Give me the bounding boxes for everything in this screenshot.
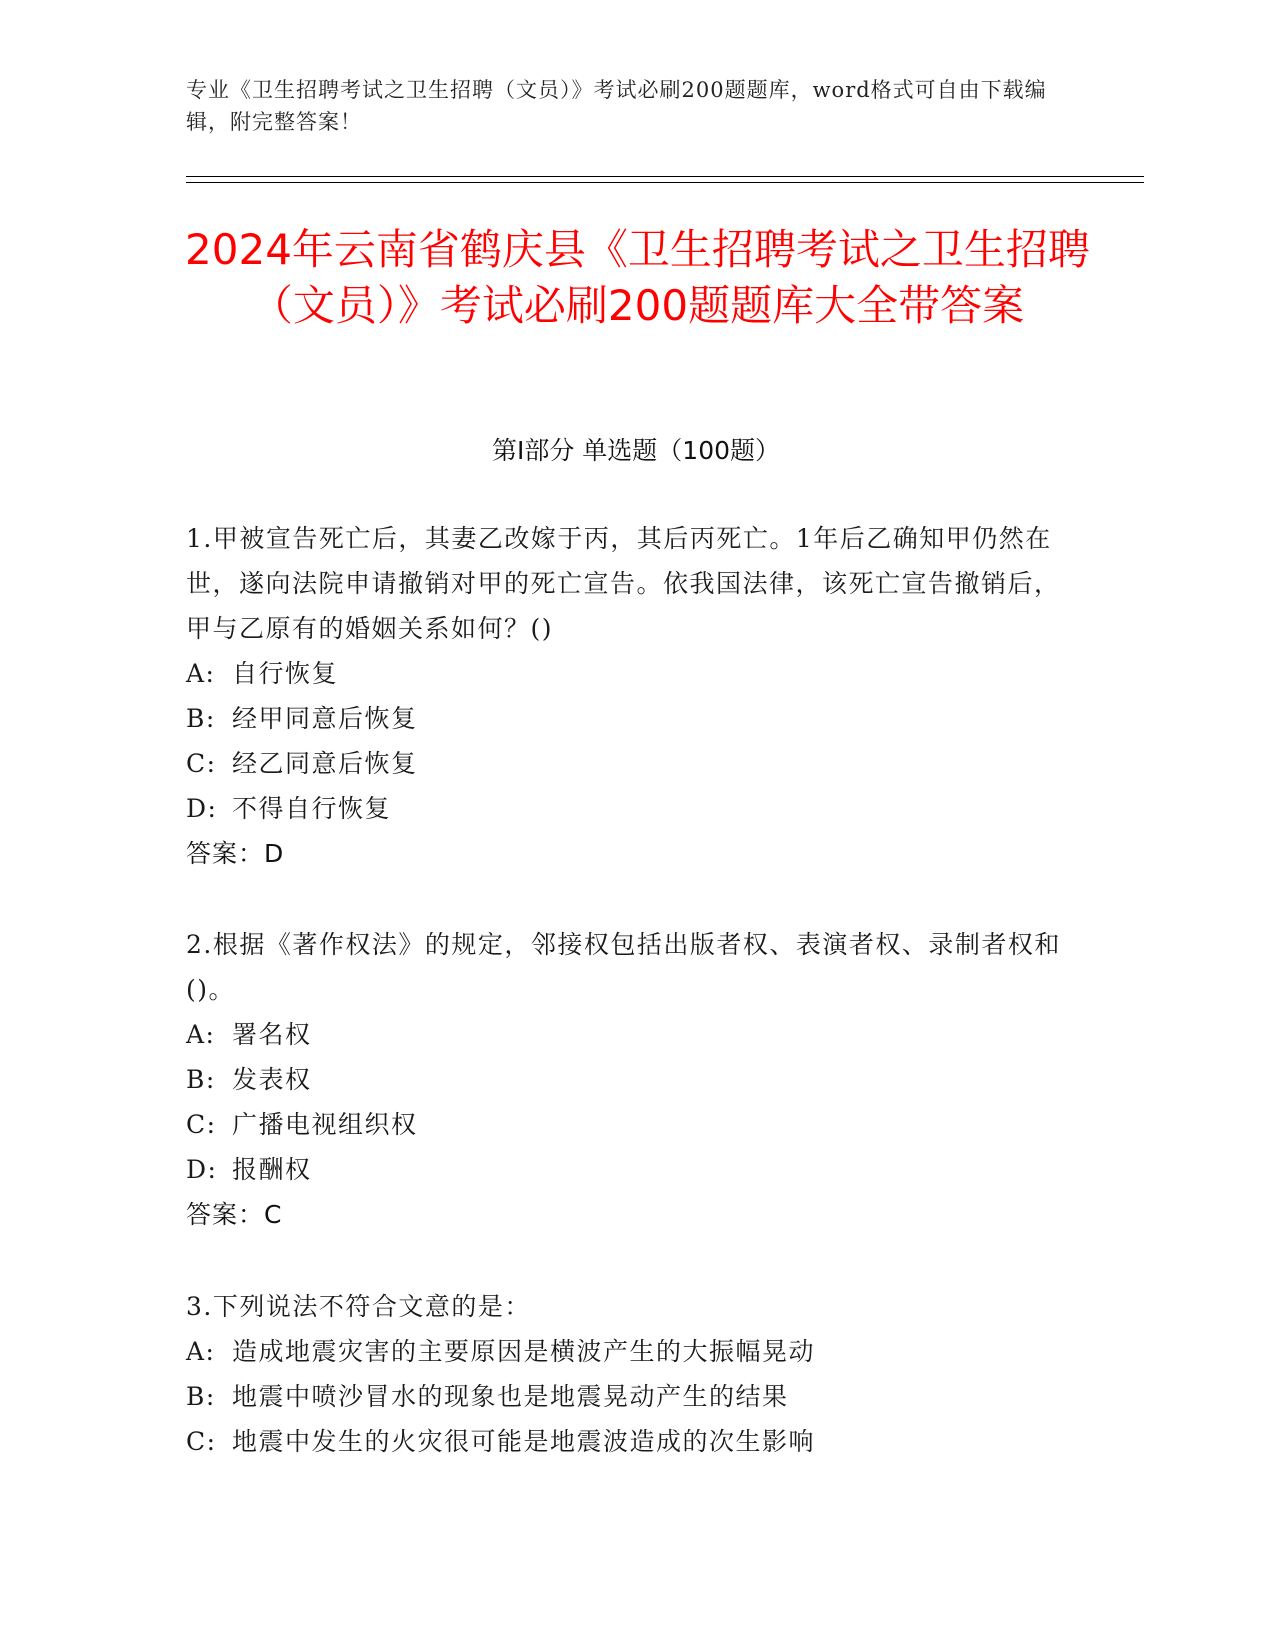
- option-letter: B:: [186, 1065, 216, 1094]
- option-letter: C:: [186, 1427, 217, 1456]
- option-text: 发表权: [232, 1065, 312, 1094]
- option-d: [186, 1147, 1066, 1192]
- option-a: [186, 1012, 1066, 1057]
- option-text: 造成地震灾害的主要原因是横波产生的大振幅晃动: [232, 1337, 816, 1366]
- option-text: 经甲同意后恢复: [232, 704, 418, 733]
- option-letter: C:: [186, 1110, 217, 1139]
- option-a: [186, 1329, 1066, 1374]
- option-b: [186, 1374, 1066, 1419]
- section-heading: 第I部分 单选题（100题）: [491, 436, 781, 465]
- question-stem: 1.甲被宣告死亡后，其妻乙改嫁于丙，其后丙死亡。1年后乙确知甲仍然在世，遂向法院申请撤销对甲的死亡宣告。依我国法律，该死亡宣告撤销后，甲与乙原有的婚姻关系如何？(): [186, 524, 1061, 643]
- option-text: 经乙同意后恢复: [232, 749, 418, 778]
- question-3: [186, 1284, 1066, 1464]
- option-text: 报酬权: [232, 1155, 312, 1184]
- option-letter: B:: [186, 1382, 216, 1411]
- option-letter: A:: [186, 659, 216, 688]
- option-letter: A:: [186, 1020, 216, 1049]
- question-2: [186, 922, 1066, 1237]
- option-letter: D:: [186, 794, 218, 823]
- option-c: [186, 1102, 1066, 1147]
- question-stem: 2.根据《著作权法》的规定，邻接权包括出版者权、表演者权、录制者权和()。: [186, 930, 1061, 1004]
- option-text: 署名权: [232, 1020, 312, 1049]
- answer-label: 答案：C: [186, 1200, 283, 1229]
- option-text: 自行恢复: [232, 659, 339, 688]
- option-letter: B:: [186, 704, 216, 733]
- option-text: 地震中发生的火灾很可能是地震波造成的次生影响: [232, 1427, 816, 1456]
- header-note: 专业《卫生招聘考试之卫生招聘（文员）》考试必刷200题题库，word格式可自由下载编辑，附完整答案！: [186, 78, 1047, 134]
- option-c: [186, 1419, 1066, 1464]
- option-text: 地震中喷沙冒水的现象也是地震晃动产生的结果: [232, 1382, 789, 1411]
- option-d: [186, 786, 1066, 831]
- option-text: 广播电视组织权: [232, 1110, 418, 1139]
- header-rule-bottom: [186, 182, 1144, 183]
- question-1: [186, 516, 1066, 876]
- option-letter: D:: [186, 1155, 218, 1184]
- answer-label: 答案：D: [186, 839, 285, 868]
- option-text: 不得自行恢复: [232, 794, 392, 823]
- option-b: [186, 696, 1066, 741]
- option-a: [186, 651, 1066, 696]
- header-rule-top: [186, 176, 1144, 177]
- option-c: [186, 741, 1066, 786]
- document-title: 2024年云南省鹤庆县《卫生招聘考试之卫生招聘（文员）》考试必刷200题题库大全带答案: [185, 225, 1090, 330]
- option-letter: C:: [186, 749, 217, 778]
- option-letter: A:: [186, 1337, 216, 1366]
- question-stem: 3.下列说法不符合文意的是：: [186, 1292, 531, 1321]
- option-b: [186, 1057, 1066, 1102]
